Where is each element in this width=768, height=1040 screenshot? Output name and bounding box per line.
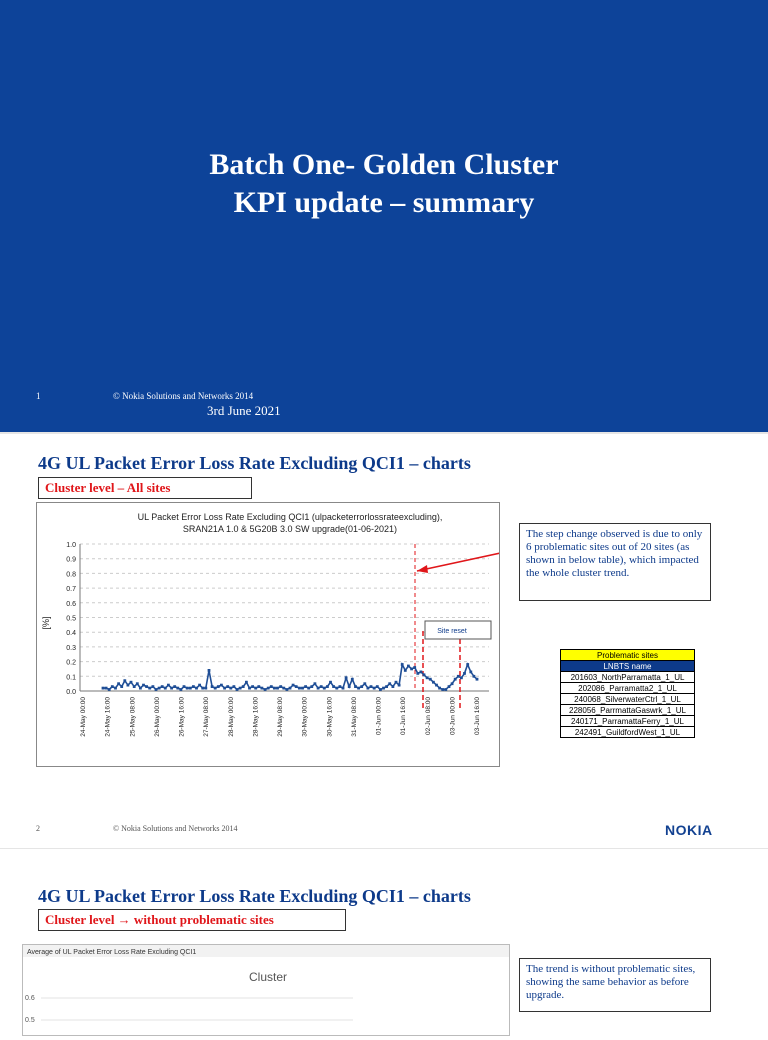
chart1-data-point — [270, 685, 273, 688]
chart1-data-point — [420, 671, 423, 674]
table-row: 240068_SilverwaterCtrl_1_UL — [561, 694, 695, 705]
chart1-data-point — [376, 685, 379, 688]
chart1-data-point — [441, 688, 444, 691]
chart1-data-point — [463, 672, 466, 675]
chart1-data-point — [298, 687, 301, 690]
chart1-data-point — [329, 681, 332, 684]
chart1-data-point — [133, 685, 136, 688]
problematic-sites-table — [560, 649, 695, 738]
chart1-data-point — [354, 685, 357, 688]
chart1-data-point — [217, 685, 220, 688]
chart1-xtick-label: 28-May 00:00 — [227, 697, 235, 737]
chart1-data-point — [398, 684, 401, 687]
chart1-data-point — [392, 685, 395, 688]
chart1-data-point — [279, 685, 282, 688]
chart1-data-point — [289, 687, 292, 690]
table-header-lnbts: LNBTS name — [561, 661, 695, 672]
page-number: 2 — [36, 824, 40, 833]
chart1-xtick-label: 03-Jun 00:00 — [449, 697, 457, 735]
chart1-data-point — [214, 687, 217, 690]
copyright-text: © Nokia Solutions and Networks 2014 — [113, 824, 238, 833]
chart1-data-point — [108, 688, 111, 691]
chart1-data-point — [267, 687, 270, 690]
chart1-data-point — [332, 685, 335, 688]
chart1-data-point — [339, 685, 342, 688]
chart1-data-point — [229, 687, 232, 690]
chart1-data-point — [130, 681, 133, 684]
chart1-data-point — [382, 687, 385, 690]
chart1-data-point — [416, 672, 419, 675]
chart1-xtick-label: 01-Jun 16:00 — [400, 697, 408, 735]
copyright-text: © Nokia Solutions and Networks 2014 — [113, 391, 254, 401]
chart1-series-line — [103, 665, 477, 690]
chart1-data-point — [195, 687, 198, 690]
chart1-data-point — [326, 685, 329, 688]
table-header-problematic: Problematic sites — [561, 650, 695, 661]
table-row: 242491_GuildfordWest_1_UL — [561, 727, 695, 738]
chart2-header: Average of UL Packet Error Loss Rate Excluding QCI1 — [27, 949, 197, 956]
chart1-data-point — [310, 685, 313, 688]
chart1-data-point — [248, 687, 251, 690]
chart1-data-point — [204, 687, 207, 690]
chart1-data-point — [136, 682, 139, 685]
chart1-data-point — [223, 687, 226, 690]
chart1-data-point — [473, 675, 476, 678]
chart1-xtick-label: 30-May 16:00 — [326, 697, 334, 737]
chart1-xtick-label: 26-May 00:00 — [153, 697, 161, 737]
chart1-data-point — [105, 687, 108, 690]
chart1-title-line2: SRAN21A 1.0 & 5G20B 3.0 SW upgrade(01-06-2021) — [182, 524, 398, 534]
slide2-subtitle-box: Cluster level – All sites — [38, 477, 252, 499]
chart1-data-point — [438, 687, 441, 690]
slide2-title: 4G UL Packet Error Loss Rate Excluding QCI1 – charts — [38, 453, 471, 473]
chart1-ytick-label: 0.9 — [66, 556, 76, 564]
table-row: 228056_ParrmattaGaswrk_1_UL — [561, 705, 695, 716]
chart1-data-point — [111, 685, 114, 688]
chart1-data-point — [233, 685, 236, 688]
chart2-container — [22, 944, 510, 1036]
chart2-svg — [23, 945, 509, 1035]
chart1-xtick-label: 01-Jun 00:00 — [375, 697, 383, 735]
chart1-data-point — [432, 681, 435, 684]
chart1-xtick-label: 24-May 00:00 — [80, 697, 87, 737]
chart1-data-point — [257, 685, 260, 688]
chart1-data-point — [469, 671, 472, 674]
chart1-data-point — [167, 684, 170, 687]
title-line-1: Batch One- Golden Cluster — [209, 148, 559, 181]
chart1-xtick-label: 31-May 08:00 — [350, 697, 358, 737]
chart1-xtick-label: 02-Jun 08:00 — [424, 697, 432, 735]
chart1-data-point — [342, 687, 345, 690]
chart1-data-point — [295, 685, 298, 688]
chart1-ytick-label: 1.0 — [66, 542, 76, 549]
chart1-data-point — [220, 684, 223, 687]
chart1-title-line1: UL Packet Error Loss Rate Excluding QCI1 (ulpacketerrorlossrateexcluding), — [137, 512, 443, 522]
chart1-data-point — [183, 685, 186, 688]
chart1-data-point — [429, 678, 432, 681]
chart1-data-point — [239, 687, 242, 690]
chart1-data-point — [407, 665, 410, 668]
chart1-data-point — [164, 687, 167, 690]
chart1-data-point — [176, 687, 179, 690]
chart1-data-point — [395, 681, 398, 684]
chart1-data-point — [170, 687, 173, 690]
chart1-data-point — [379, 688, 382, 691]
chart1-xtick-label: 26-May 16:00 — [178, 697, 186, 737]
chart1-xtick-label: 29-May 08:00 — [277, 697, 284, 737]
chart1-data-point — [208, 669, 211, 672]
nokia-logo: NOKIA — [665, 822, 713, 838]
table-row: 201603_NorthParramatta_1_UL — [561, 672, 695, 683]
chart1-data-point — [145, 685, 148, 688]
chart1-data-point — [127, 684, 130, 687]
chart1-data-point — [173, 685, 176, 688]
slide-divider — [0, 432, 768, 434]
chart1-data-point — [351, 678, 354, 681]
chart1-data-point — [152, 685, 155, 688]
chart1-data-point — [301, 687, 304, 690]
slide3-note: The trend is without problematic sites, showing the same behavior as before upgrade. — [519, 958, 711, 1012]
chart1-data-point — [404, 669, 407, 672]
chart1-data-point — [226, 685, 229, 688]
chart1-data-point — [123, 679, 126, 682]
chart1-ytick-label: 0.0 — [66, 689, 76, 696]
chart1-data-point — [317, 687, 320, 690]
chart1-data-point — [142, 684, 145, 687]
chart1-xtick-label: 30-May 00:00 — [301, 697, 309, 737]
chart1-data-point — [360, 685, 363, 688]
chart1-data-point — [454, 678, 457, 681]
chart1-ytick-label: 0.5 — [66, 615, 76, 623]
chart1-data-point — [155, 688, 158, 691]
chart1-data-point — [345, 676, 348, 679]
chart2-ytick: 0.5 — [25, 1017, 35, 1024]
chart1-data-point — [466, 663, 469, 666]
chart1-xtick-label: 27-May 08:00 — [203, 697, 211, 737]
chart1-data-point — [286, 688, 289, 691]
chart1-data-point — [357, 687, 360, 690]
date-text: 3rd June 2021 — [207, 403, 281, 418]
chart2-title: Cluster — [248, 970, 288, 984]
chart1-data-point — [245, 681, 248, 684]
chart1-data-point — [320, 685, 323, 688]
chart1-data-point — [158, 687, 161, 690]
chart1-data-point — [444, 688, 447, 691]
chart1-data-point — [276, 687, 279, 690]
chart1-xtick-label: 25-May 08:00 — [129, 697, 137, 737]
chart1-data-point — [201, 687, 204, 690]
chart1-data-point — [423, 673, 426, 676]
chart1-container — [36, 502, 500, 767]
chart1-data-point — [180, 688, 183, 691]
chart1-data-point — [304, 685, 307, 688]
chart1-data-point — [314, 682, 317, 685]
chart1-data-point — [460, 676, 463, 679]
chart1-data-point — [120, 685, 123, 688]
chart1-data-point — [410, 668, 413, 671]
table-row: 240171_ParramattaFerry_1_UL — [561, 716, 695, 727]
title-line-2: KPI update – summary — [233, 186, 535, 219]
chart1-data-point — [186, 687, 189, 690]
chart1-data-point — [385, 685, 388, 688]
chart1-data-point — [413, 666, 416, 669]
chart1-data-point — [448, 685, 451, 688]
chart1-data-point — [426, 676, 429, 679]
chart1-data-point — [363, 682, 366, 685]
chart1-data-point — [435, 684, 438, 687]
chart1-data-point — [451, 682, 454, 685]
chart1-data-point — [114, 687, 117, 690]
chart1-annotation-label: Site reset — [437, 628, 467, 635]
chart1-data-point — [401, 663, 404, 666]
chart1-data-point — [261, 687, 264, 690]
chart1-ytick-label: 0.6 — [66, 600, 76, 608]
page-number: 1 — [36, 391, 41, 401]
chart2-ytick: 0.6 — [25, 995, 35, 1002]
slide2-note: The step change observed is due to only 6 problematic sites out of 20 sites (as shown in below table), which impacted the whole cluster trend. — [519, 523, 711, 601]
chart1-data-point — [189, 687, 192, 690]
chart1-data-point — [264, 688, 267, 691]
chart1-xtick-label: 28-May 16:00 — [252, 697, 260, 737]
chart1-xtick-label: 03-Jun 16:00 — [474, 697, 481, 735]
chart1-data-point — [139, 687, 142, 690]
chart1-data-point — [307, 687, 310, 690]
chart1-data-point — [367, 687, 370, 690]
chart1-data-point — [236, 688, 239, 691]
chart1-ytick-label: 0.8 — [66, 571, 76, 579]
slide3-subtitle-box: Cluster level → without problematic sites — [38, 909, 346, 931]
chart1-ylabel: [%] — [41, 616, 51, 630]
chart1-data-point — [323, 687, 326, 690]
chart1-data-point — [102, 687, 105, 690]
chart1-data-point — [192, 685, 195, 688]
slide-divider — [0, 848, 768, 849]
chart1-ytick-label: 0.2 — [66, 659, 76, 667]
chart1-data-point — [335, 687, 338, 690]
chart1-data-point — [211, 685, 214, 688]
chart1-data-point — [198, 684, 201, 687]
chart1-data-point — [476, 678, 479, 681]
slide3-title: 4G UL Packet Error Loss Rate Excluding QCI1 – charts — [38, 886, 471, 906]
chart1-ytick-label: 0.1 — [66, 674, 76, 682]
chart1-ytick-label: 0.7 — [66, 586, 76, 594]
chart1-ytick-label: 0.3 — [66, 644, 76, 652]
chart1-data-point — [117, 682, 120, 685]
chart1-xtick-label: 24-May 16:00 — [104, 697, 112, 737]
chart1-data-point — [273, 687, 276, 690]
chart1-data-point — [348, 685, 351, 688]
chart1-data-point — [254, 687, 257, 690]
chart1-svg — [37, 503, 499, 766]
chart1-data-point — [242, 685, 245, 688]
chart1-data-point — [370, 685, 373, 688]
chart1-data-point — [251, 685, 254, 688]
chart1-data-point — [292, 684, 295, 687]
title-slide-heading — [0, 146, 768, 222]
chart1-data-point — [457, 675, 460, 678]
chart1-data-point — [161, 685, 164, 688]
chart1-data-point — [282, 687, 285, 690]
chart1-arrow-head — [417, 565, 428, 573]
chart1-data-point — [148, 687, 151, 690]
title-slide — [0, 0, 768, 432]
chart1-arrow-line — [417, 549, 499, 571]
chart1-data-point — [388, 682, 391, 685]
chart1-data-point — [373, 687, 376, 690]
table-row: 202086_Parramatta2_1_UL — [561, 683, 695, 694]
chart1-ytick-label: 0.4 — [66, 630, 76, 638]
